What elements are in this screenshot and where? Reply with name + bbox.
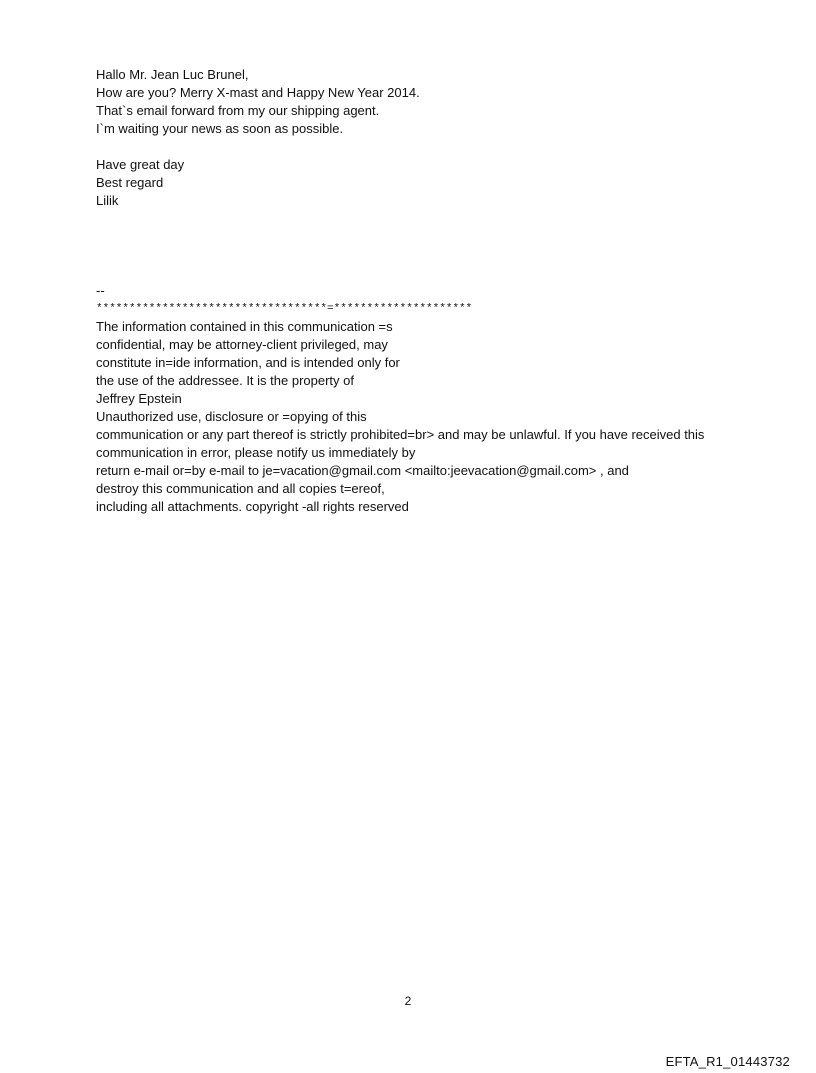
body-line: That`s email forward from my our shipping agent. (96, 103, 380, 118)
disclaimer-line: communication or any part thereof is strictly prohibited=br> and may be unlawful. If you have received this (96, 427, 705, 442)
disclaimer-line: including all attachments. copyright -all rights reserved (96, 499, 409, 514)
asterisk-divider: ***********************************=********************* (96, 303, 473, 315)
disclaimer-line: return e-mail or=by e-mail to je=vacation@gmail.com <mailto:jeevacation@gmail.com> , and (96, 463, 629, 478)
greeting: Hallo Mr. Jean Luc Brunel, (96, 67, 249, 82)
signature-separator: -- (96, 283, 105, 298)
disclaimer-line: destroy this communication and all copies t=ereof, (96, 481, 385, 496)
disclaimer-line: Unauthorized use, disclosure or =opying of this (96, 409, 367, 424)
spacer (96, 210, 776, 282)
closing-line: Have great day (96, 157, 185, 172)
spacer (96, 138, 776, 156)
disclaimer-line: Jeffrey Epstein (96, 391, 182, 406)
disclaimer-line: communication in error, please notify us immediately by (96, 445, 416, 460)
body-line: How are you? Merry X-mast and Happy New Year 2014. (96, 85, 420, 100)
closing-line: Best regard (96, 175, 164, 190)
disclaimer-line: The information contained in this communication =s (96, 319, 393, 334)
sender-name: Lilik (96, 193, 119, 208)
disclaimer-block (96, 318, 776, 516)
document-id: EFTA_R1_01443732 (665, 1054, 790, 1069)
disclaimer-line: the use of the addressee. It is the property of (96, 373, 354, 388)
disclaimer-line: confidential, may be attorney-client privileged, may (96, 337, 388, 352)
disclaimer-line: constitute in=ide information, and is intended only for (96, 355, 400, 370)
email-body (96, 66, 776, 516)
page-number: 2 (404, 994, 412, 1008)
body-line: I`m waiting your news as soon as possible. (96, 121, 344, 136)
